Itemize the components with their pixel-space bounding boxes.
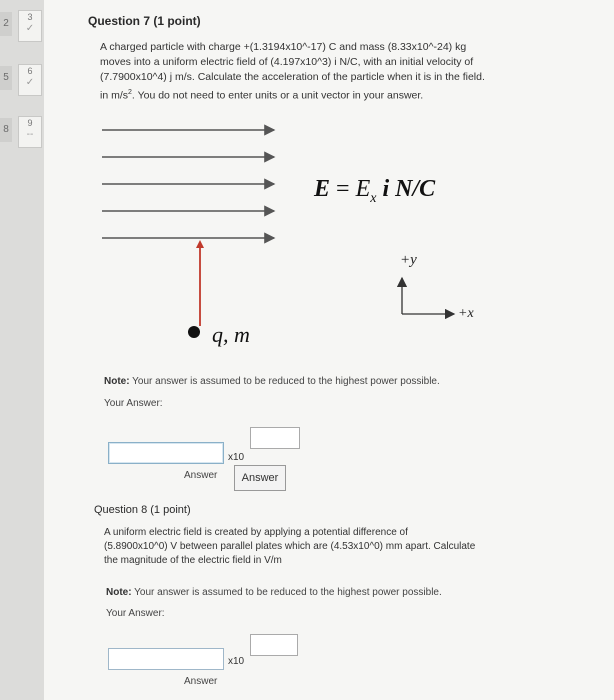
answer-field-label: Answer [184,470,218,481]
sidebar-item-question-9[interactable] [18,116,42,148]
question-text-line: A uniform electric field is created by applying a potential difference of [104,527,408,538]
sidebar-row[interactable] [0,6,44,42]
sidebar-prev-number: 2 [0,12,12,36]
question-text-line: (7.7900x10^4) j m/s. Calculate the acceleration of the particle when it is in the field. [100,71,485,83]
unanswered-icon: -- [26,129,34,140]
sidebar-prev-number: 5 [0,66,12,90]
sidebar-item-number: 9 [27,118,33,128]
y-axis-label: +y [400,252,417,268]
sidebar-item-question-3[interactable] [18,10,42,42]
checkmark-icon: ✓ [25,23,35,34]
answer-exponent-input[interactable] [250,634,298,656]
field-equation: $E = E_x$ i N/C [314,176,436,206]
electric-field-diagram [44,118,614,358]
answer-mantissa-input[interactable] [108,442,224,464]
answer-exponent-input[interactable] [250,427,300,449]
charged-particle [188,326,200,338]
question-text-line: the magnitude of the electric field in V/m [104,555,282,566]
x-axis-label: +x [458,306,474,321]
quiz-content [44,0,614,700]
sidebar-prev-number: 8 [0,118,12,142]
question-text-line: moves into a uniform electric field of (4.197x10^3) i N/C, with an initial velocity of [100,56,474,68]
sidebar-item-number: 6 [27,66,33,76]
question-7-note: Note: Your answer is assumed to be reduced to the highest power possible. [104,376,440,387]
sidebar-row[interactable] [0,112,44,148]
question-8-text [104,526,584,568]
answer-button[interactable]: Answer [234,465,286,491]
velocity-arrow-head [196,240,204,248]
question-8-title: Question 8 (1 point) [94,504,191,516]
sidebar-row[interactable] [0,60,44,96]
your-answer-label: Your Answer: [104,398,163,409]
answer-mantissa-input[interactable] [108,648,224,670]
question-sidebar [0,0,44,700]
question-text-line: A charged particle with charge +(1.3194x10^-17) C and mass (8.33x10^-24) kg [100,41,467,53]
sidebar-item-number: 3 [27,12,33,22]
times-ten-label: x10 [228,656,245,667]
checkmark-icon: ✓ [25,77,35,88]
times-ten-label: x10 [228,452,245,463]
question-7-text [100,40,600,104]
question-text-line: (5.8900x10^0) V between parallel plates which are (4.53x10^0) mm apart. Calculate [104,541,476,552]
your-answer-label: Your Answer: [106,608,165,619]
question-8-note: Note: Your answer is assumed to be reduced to the highest power possible. [106,587,442,598]
particle-label: q, m [212,322,250,347]
question-7-title: Question 7 (1 point) [88,14,201,28]
sidebar-item-question-6[interactable] [18,64,42,96]
answer-field-label: Answer [184,676,218,687]
question-text-line: in $m/s^2$. You do not need to enter units or a unit vector in your answer. [100,89,424,102]
